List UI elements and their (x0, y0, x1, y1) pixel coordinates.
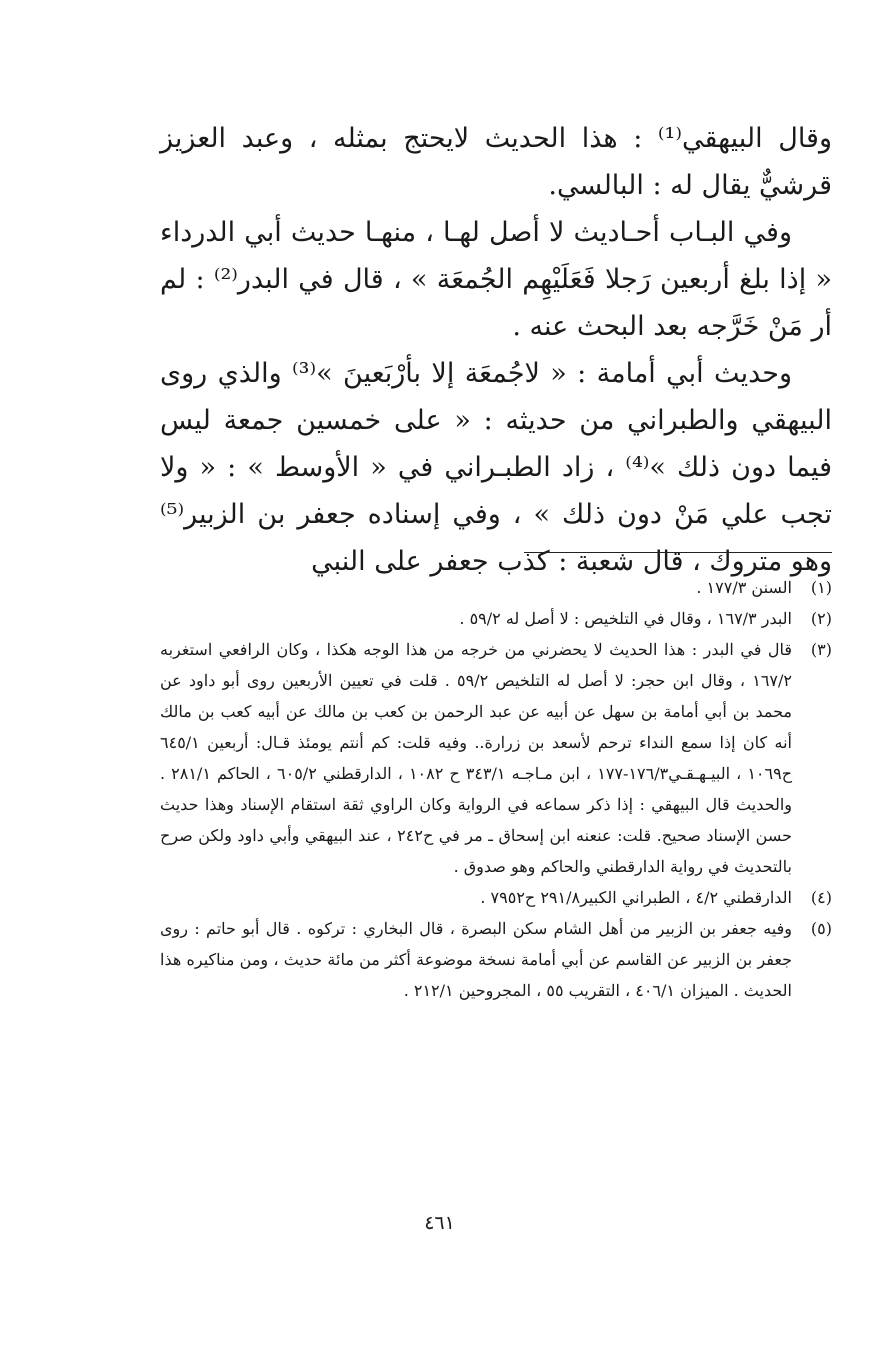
footnotes (160, 572, 832, 1006)
footnote-number: (٣) (810, 640, 832, 659)
footnote-text: البدر ١٦٧/٣ ، وقال في التلخيص : لا أصل له ٥٩/٢ . (459, 609, 792, 628)
footnote-number: (١) (810, 578, 832, 597)
paragraph-3: وحديث أبي أمامة : « لاجُمعَة إلا بأرْبَعينَ »⁽³⁾ والذي روى البيهقي والطبراني من حديثه : « على خمسين جمعة ليس فيما دون ذلك »⁽⁴⁾ ، زاد الطبـراني في « الأوسط » : « ولا تجب علي مَنْ دون ذلك » ، وفي إسناده جعفر بن الزبير⁽⁵⁾ وهو متروك ، قال شعبة : كذب جعفر على النبي (160, 358, 832, 577)
footnote-number: (٢) (810, 609, 832, 628)
footnote-number: (٤) (810, 888, 832, 907)
footnote-1 (160, 572, 832, 603)
footnote-number: (٥) (810, 919, 832, 938)
footnote-5 (160, 913, 832, 1006)
page-number: ٤٦١ (424, 1212, 455, 1234)
footnote-3 (160, 634, 832, 882)
paragraph-1: وقال البيهقي⁽¹⁾ : هذا الحديث لايحتج بمثله ، وعبد العزيز قرشيٌّ يقال له : البالسي. (160, 123, 832, 201)
footnote-4 (160, 882, 832, 913)
footnote-text: وفيه جعفر بن الزبير من أهل الشام سكن البصرة ، قال البخاري : تركوه . قال أبو حاتم : روى جعفر بن الزبير عن القاسم عن أبي أمامة نسخة موضوعة أكثر من مائة حديث ، ومن مناكيره هذا الحديث . الميزان ٤٠٦/١ ، التقريب ٥٥ ، المجروحين ٢١٢/١ . (160, 919, 792, 1000)
footnote-separator (524, 552, 832, 553)
main-text (160, 115, 832, 585)
footnote-text: السنن ١٧٧/٣ . (696, 578, 792, 597)
footnote-text: قال في البدر : هذا الحديث لا يحضرني من خرجه من هذا الوجه هكذا ، وكان الرافعي استغربه ١٦٧/٢ ، وقال ابن حجر: لا أصل له التلخيص ٥٩/٢ . قلت في تعيين الأربعين روى أبو داود عن محمد بن أبي أمامة بن سهل عن أبيه عن عبد الرحمن بن كعب بن مالك عن أبيه كعب بن مالك أنه كان إذا سمع النداء ترحم لأسعد بن زرارة.. وفيه قلت: كم أنتم يومئذ قـال: أربعين ٦٤٥/١ ح١٠٦٩ ، البيـهـقـي١٧٦/٣-١٧٧ ، ابن مـاجـه ٣٤٣/١ ح ١٠٨٢ ، الدارقطني ٦٠٥/٢ ، الحاكم ٢٨١/١ . والحديث قال البيهقي : إذا ذكر سماعه في الرواية وكان الراوي ثقة استقام الإسناد وهذا حديث حسن الإسناد صحيح. قلت: عنعنه ابن إسحاق ـ مر في ح٢٤٢ ، عند البيهقي وأبي داود ولكن صرح بالتحديث في رواية الدارقطني والحاكم وهو صدوق . (160, 640, 793, 876)
footnote-2 (160, 603, 832, 634)
footnote-text: الدارقطني ٤/٢ ، الطبراني الكبير٢٩١/٨ ح٧٩٥٢ . (480, 888, 792, 907)
paragraph-2: وفي البـاب أحـاديث لا أصل لهـا ، منهـا حديث أبي الدرداء « إذا بلغ أربعين رَجلا فَعَلَيْهِم الجُمعَة » ، قال في البدر⁽²⁾ : لم أر مَنْ خَرَّجه بعد البحث عنه . (160, 217, 832, 342)
